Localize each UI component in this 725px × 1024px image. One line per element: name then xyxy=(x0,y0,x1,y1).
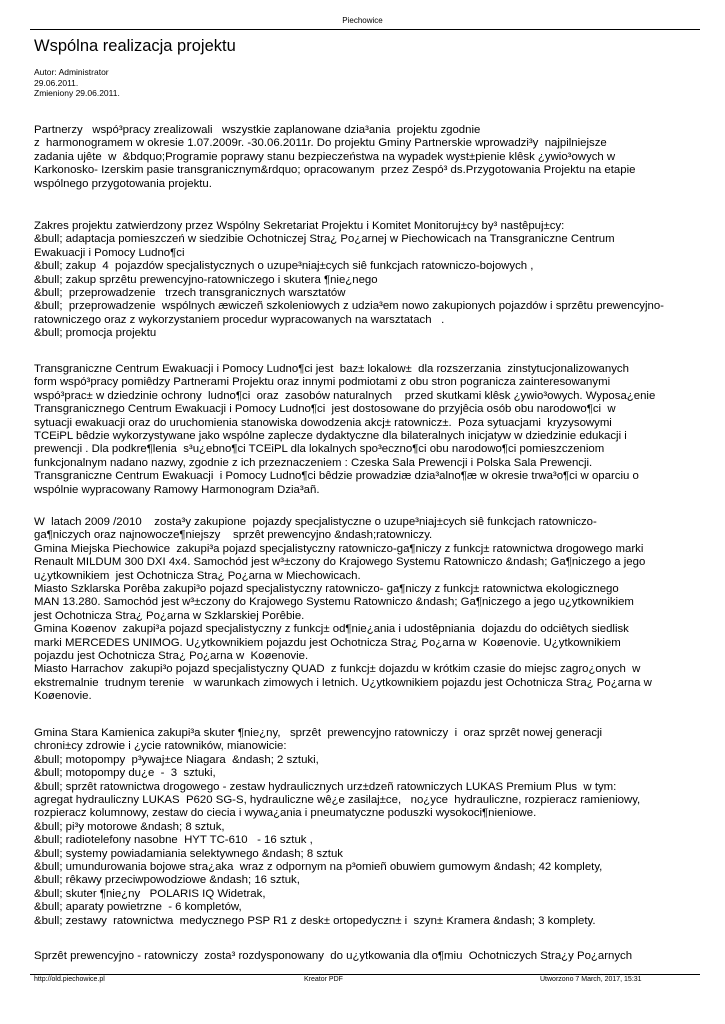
text-line: &bull; adaptacja pomieszczeń w siedzibie Ochotniczej Stra¿ Po¿arnej w Piechowicach na Transgraniczne Centrum xyxy=(34,233,615,246)
text-line: Gmina Koøenov zakupi³a pojazd specjalistyczny z funkcj± od¶nie¿ania i udostêpniania dojazdu do odciêtych siedlisk xyxy=(34,623,629,636)
text-line: Partnerzy wspó³pracy zrealizowali wszystkie zaplanowane dzia³ania projektu zgodnie xyxy=(34,124,481,136)
footer-created: Utworzono 7 March, 2017, 15:31 xyxy=(540,976,642,983)
paragraph xyxy=(34,220,664,341)
text-line: z harmonogramem w okresie 1.07.2009r. -30.06.2011r. Do projektu Gminy Partnerskie wprowadzi³y najpilniejsze xyxy=(34,137,607,150)
text-line: agregat hydrauliczny LUKAS P620 SG-S, hydrauliczne wê¿e zasilaj±ce, no¿yce hydrauliczne, rozpieracz ramieniowy, xyxy=(34,794,641,807)
author-line: Autor: Administrator xyxy=(34,67,109,77)
text-line: W latach 2009 /2010 zosta³y zakupione pojazdy specjalistyczne o uzupe³niaj±cych siê funkcjach ratowniczo- xyxy=(34,516,597,528)
text-line: Ewakuacji i Pomocy Ludno¶ci xyxy=(34,246,185,259)
text-line: wspólnie wypracowany Ramowy Harmonogram Dzia³añ. xyxy=(34,483,320,496)
text-line: &bull; pi³y motorowe &ndash; 8 sztuk, xyxy=(34,820,225,833)
modified-line: Zmieniony 29.06.2011. xyxy=(34,88,120,98)
text-line: prewencji . Dla podkre¶lenia s³u¿ebno¶ci TCEiPL dla lokalnych spo³eczno¶ci obu narodowo¶ci pomieszczeniom xyxy=(34,443,605,456)
text-line: marki MERCEDES UNIMOG. U¿ytkownikiem pojazdu jest Ochotnicza Stra¿ Po¿arna w Koøenovie. U¿ytkownikiem xyxy=(34,636,621,649)
date-line: 29.06.2011. xyxy=(34,77,79,88)
text-line: &bull; przeprowadzenie wspólnych æwiczeñ szkoleniowych z udzia³em nowo zakupionych pojazdów i sprzêtu prewencyjno- xyxy=(34,300,664,313)
text-line: Transgranicznego Centrum Ewakuacji i Pomocy Ludno¶ci jest dostosowane do przyjêcia osób obu narodowo¶ci w xyxy=(34,403,616,416)
page-title: Wspólna realizacja projektu xyxy=(34,37,236,55)
text-line: &bull; aparaty powietrzne - 6 kompletów, xyxy=(34,901,242,914)
text-line: TCEiPL bêdzie wykorzystywane jako wspólne zaplecze dydaktyczne dla bilateralnych inicjatyw w dziedzinie edukacji i xyxy=(34,430,627,443)
text-line: Miasto Szklarska Porêba zakupi³o pojazd specjalistyczny ratowniczo- ga¶niczy z funkcj± ratownictwa ekologicznego xyxy=(34,583,619,596)
text-line: &bull; rêkawy przeciwpowodziowe &ndash; 16 sztuk, xyxy=(34,874,300,887)
paragraph xyxy=(34,727,640,928)
paragraph xyxy=(34,363,655,497)
text-line: sytuacji ewakuacji oraz do uruchomienia stanowiska dowodzenia akcj± ratownicz±. Poza sytuacjami kryzysowymi xyxy=(34,416,612,429)
text-line: Renault MILDUM 300 DXI 4x4. Samochód jest w³±czony do Krajowego Systemu Ratowniczo &ndash; Ga¶niczego a jego xyxy=(34,556,646,569)
text-line: &bull; zakup sprzêtu prewencyjno-ratowniczego i skutera ¶nie¿nego xyxy=(34,273,378,286)
site-name: Piechowice xyxy=(342,16,383,25)
paragraph xyxy=(34,124,635,191)
article-meta xyxy=(34,67,120,99)
paragraph xyxy=(34,950,632,963)
text-line: &bull; przeprowadzenie trzech transgranicznych warsztatów xyxy=(34,287,346,300)
text-line: zadania ujête w &bdquo;Programie poprawy stanu bezpieczeństwa na wypadek wyst±pienie klêsk ¿ywio³owych w xyxy=(34,150,616,163)
paragraph xyxy=(34,516,652,704)
text-line: Miasto Harrachov zakupi³o pojazd specjalistyczny QUAD z funkcj± dojazdu w krótkim czasie do miejsc zagro¿onych w xyxy=(34,663,641,676)
text-line: &bull; motopompy p³ywaj±ce Niagara &ndash; 2 sztuki, xyxy=(34,753,319,766)
text-line: &bull; zakup 4 pojazdów specjalistycznych o uzupe³niaj±cych siê funkcjach ratowniczo-bojowych , xyxy=(34,260,534,273)
text-line: &bull; promocja projektu xyxy=(34,327,157,340)
text-line: Transgraniczne Centrum Ewakuacji i Pomocy Ludno¶ci jest baz± lokalow± dla rozszerzania zinstytucjonalizowanych xyxy=(34,363,629,375)
text-line: Zakres projektu zatwierdzony przez Wspólny Sekretariat Projektu i Komitet Monitoruj±cy by³ nastêpuj±cy: xyxy=(34,220,565,232)
text-line: &bull; motopompy du¿e - 3 sztuki, xyxy=(34,767,216,780)
text-line: ratowniczego oraz z wykorzystaniem procedur wypracowanych na warsztatach . xyxy=(34,313,445,326)
text-line: rozpieracz kolumnowy, zestaw do ciecia i wywa¿ania i pneumatyczne poduszki wysokoci¶nieniowe. xyxy=(34,807,537,820)
footer-divider xyxy=(30,974,700,975)
text-line: u¿ytkownikiem jest Ochotnicza Stra¿ Po¿arna w Miechowicach. xyxy=(34,569,361,582)
text-line: Koøenovie. xyxy=(34,690,92,703)
text-line: Sprzêt prewencyjno - ratowniczy zosta³ rozdysponowany do u¿ytkowania dla o¶miu Ochotniczych Stra¿y Po¿arnych xyxy=(34,950,633,962)
text-line: Gmina Miejska Piechowice zakupi³a pojazd specjalistyczny ratowniczo-ga¶niczy z funkcj± ratownictwa drogowego marki xyxy=(34,542,644,555)
header-divider xyxy=(30,29,700,30)
text-line: &bull; sprzêt ratownictwa drogowego - zestaw hydraulicznych urz±dzeñ ratowniczych LUKAS Premium Plus w tym: xyxy=(34,780,617,793)
text-line: jest Ochotnicza Stra¿ Po¿arna w Szklarskiej Porêbie. xyxy=(34,609,305,622)
text-line: Transgraniczne Centrum Ewakuacji i Pomocy Ludno¶ci bêdzie prowadziæ dzia³alno¶æ w okresie trwa³o¶ci w oparciu o xyxy=(34,470,639,483)
footer-url: http://old.piechowice.pl xyxy=(34,976,105,983)
text-line: ekstremalnie trudnym terenie w warunkach zimowych i letnich. U¿ytkownikiem pojazdu jest Ochotnicza Stra¿ Po¿arna w xyxy=(34,676,652,689)
text-line: &bull; radiotelefony nasobne HYT TC-610 - 16 sztuk , xyxy=(34,834,313,847)
text-line: MAN 13.280. Samochód jest w³±czony do Krajowego Systemu Ratowniczo &ndash; Ga¶niczego a jego u¿ytkownikiem xyxy=(34,596,634,609)
text-line: Karkonosko- Izerskim pasie transgranicznym&rdquo; opracowanym przez Zespó³ ds.Przygotowania Projektu na etapie xyxy=(34,164,636,177)
text-line: wspólnego przygotowania projektu. xyxy=(34,177,212,190)
text-line: pojazdu jest Ochotnicza Stra¿ Po¿arna w Koøenovie. xyxy=(34,650,309,663)
text-line: &bull; zestawy ratownictwa medycznego PSP R1 z desk± ortopedyczn± i szyn± Kramera &ndash; 3 komplety. xyxy=(34,914,596,927)
text-line: &bull; systemy powiadamiania selektywnego &ndash; 8 sztuk xyxy=(34,847,343,860)
text-line: wspó³prac± w dziedzinie ochrony ludno¶ci oraz zasobów naturalnych przed skutkami klêsk ¿ywio³owych. Wyposa¿enie xyxy=(34,389,656,402)
text-line: ga¶niczych oraz najnowocze¶niejszy sprzêt prewencyjno &ndash;ratowniczy. xyxy=(34,529,433,542)
text-line: &bull; skuter ¶nie¿ny POLARIS IQ Widetrak, xyxy=(34,887,266,900)
text-line: chroni±cy zdrowie i ¿ycie ratowników, mianowicie: xyxy=(34,740,287,753)
footer-generator: Kreator PDF xyxy=(304,976,343,983)
text-line: funkcjonalnym nadano nazwy, zgodnie z ich przeznaczeniem : Czeska Sala Prewencji i Polska Sala Prewencji. xyxy=(34,456,593,469)
text-line: &bull; umundurowania bojowe stra¿aka wraz z odpornym na p³omieñ obuwiem gumowym &ndash; 42 komplety, xyxy=(34,861,603,874)
text-line: Gmina Stara Kamienica zakupi³a skuter ¶nie¿ny, sprzêt prewencyjno ratowniczy i oraz sprzêt nowej generacji xyxy=(34,727,603,739)
text-line: form wspó³pracy pomiêdzy Partnerami Projektu oraz innymi podmiotami z obu stron pogranicza zainteresowanymi xyxy=(34,376,611,389)
